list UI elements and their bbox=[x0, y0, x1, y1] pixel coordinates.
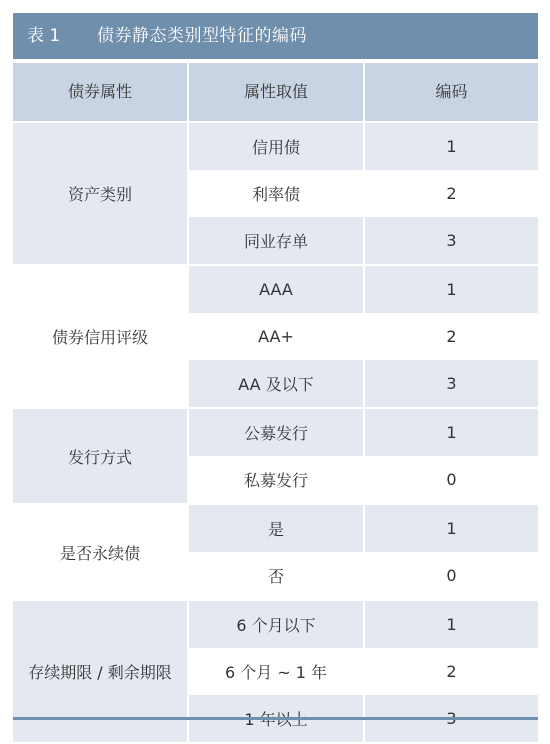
cell-code: 2 bbox=[365, 313, 538, 360]
cell-value: 否 bbox=[189, 552, 363, 599]
cell-code: 2 bbox=[365, 170, 538, 217]
group-label: 是否永续债 bbox=[13, 505, 187, 599]
cell-code: 1 bbox=[365, 505, 538, 552]
table-title: 债券静态类别型特征的编码 bbox=[97, 26, 307, 46]
group-label: 发行方式 bbox=[13, 409, 187, 503]
cell-value: AA 及以下 bbox=[189, 360, 363, 407]
cell-value: 6 个月以下 bbox=[189, 601, 363, 648]
table-title-bar bbox=[13, 13, 538, 59]
cell-code: 0 bbox=[365, 456, 538, 503]
header-attribute: 债券属性 bbox=[13, 63, 187, 121]
bottom-rule bbox=[13, 717, 538, 720]
cell-code: 1 bbox=[365, 409, 538, 456]
group-label: 资产类别 bbox=[13, 123, 187, 264]
cell-value: 同业存单 bbox=[189, 217, 363, 264]
cell-value: AA+ bbox=[189, 313, 363, 360]
cell-code: 3 bbox=[365, 360, 538, 407]
cell-value: 公募发行 bbox=[189, 409, 363, 456]
cell-code: 3 bbox=[365, 217, 538, 264]
header-code: 编码 bbox=[365, 63, 538, 121]
cell-value: 信用债 bbox=[189, 123, 363, 170]
table-figure bbox=[13, 13, 538, 719]
cell-value: 是 bbox=[189, 505, 363, 552]
cell-value: 私募发行 bbox=[189, 456, 363, 503]
cell-value: 利率债 bbox=[189, 170, 363, 217]
cell-code: 1 bbox=[365, 601, 538, 648]
cell-value: AAA bbox=[189, 266, 363, 313]
cell-code: 0 bbox=[365, 552, 538, 599]
cell-code: 2 bbox=[365, 648, 538, 695]
group-label: 债券信用评级 bbox=[13, 266, 187, 407]
cell-code: 1 bbox=[365, 266, 538, 313]
cell-code: 1 bbox=[365, 123, 538, 170]
table-number: 表 1 bbox=[27, 26, 61, 46]
group-label: 存续期限 / 剩余期限 bbox=[13, 601, 187, 742]
header-value: 属性取值 bbox=[189, 63, 363, 121]
cell-value: 6 个月 ~ 1 年 bbox=[189, 648, 363, 695]
